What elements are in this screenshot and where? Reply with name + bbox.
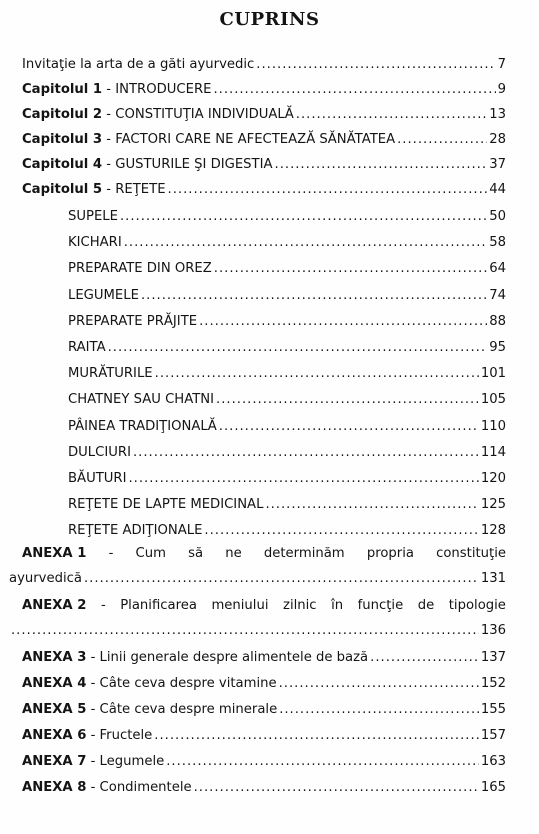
entry-page-number: 114 — [480, 444, 506, 460]
annex-title-word: Planificarea — [120, 598, 197, 613]
entry-chapter-number: Capitolul 5 — [22, 182, 103, 197]
leader-dots — [168, 182, 488, 197]
entry-label — [22, 754, 164, 769]
entry-label — [22, 82, 211, 97]
entry-label — [22, 702, 277, 717]
leader-dots — [155, 366, 479, 381]
annex-title-word: zilnic — [283, 598, 317, 613]
entry-page-number: 95 — [489, 340, 506, 355]
entry-page-number: 165 — [480, 780, 506, 795]
entry-label — [22, 650, 368, 665]
entry-label — [22, 780, 192, 795]
toc-annex-entry — [22, 676, 506, 696]
toc-subentry — [68, 523, 506, 543]
entry-label — [68, 288, 139, 303]
entry-title: - Câte ceva despre vitamine — [86, 676, 277, 691]
entry-label — [68, 419, 217, 434]
toc-subentry — [68, 392, 506, 412]
toc-annex-entry — [22, 780, 506, 800]
entry-page-number: 125 — [480, 497, 506, 513]
entry-page-number: 128 — [480, 523, 506, 539]
annex-title-word: meniului — [211, 598, 269, 613]
annex-1-line1 — [22, 546, 506, 561]
leader-dots — [154, 728, 479, 743]
entry-label — [22, 676, 277, 691]
leader-dots — [219, 419, 479, 434]
leader-dots — [397, 132, 487, 147]
entry-page-number: 157 — [480, 728, 506, 743]
entry-title: RAITA — [68, 340, 106, 355]
entry-chapter-number: Capitolul 3 — [22, 132, 103, 147]
entry-label — [22, 132, 395, 147]
leader-dots — [133, 445, 479, 460]
entry-label — [68, 392, 214, 407]
toc-entry — [22, 107, 506, 127]
entry-chapter-number: Capitolul 1 — [22, 82, 103, 97]
toc-entry — [22, 57, 506, 77]
leader-dots — [124, 235, 487, 250]
toc-subentry — [68, 235, 506, 255]
entry-label — [68, 340, 106, 355]
toc-subentry — [68, 445, 506, 465]
entry-page-number: 155 — [480, 702, 506, 717]
entry-chapter-number: ANEXA 4 — [22, 676, 87, 691]
leader-dots — [216, 392, 479, 407]
annex-title-word: de — [417, 598, 435, 613]
annex-title-word: determinăm — [263, 546, 345, 561]
leader-dots — [108, 340, 488, 355]
entry-title: - CONSTITUŢIA INDIVIDUALĂ — [102, 107, 294, 122]
entry-title: LEGUMELE — [68, 287, 139, 303]
toc-annex-entry — [22, 754, 506, 774]
leader-dots — [204, 523, 478, 538]
entry-page-number: 64 — [489, 261, 506, 277]
toc-subentry — [68, 314, 506, 334]
entry-title: PREPARATE PRĂJITE — [68, 313, 198, 329]
annex-title-word: - — [108, 546, 114, 561]
entry-page-number: 50 — [489, 209, 506, 224]
entry-page-number: 28 — [489, 132, 506, 147]
entry-page-number: 58 — [489, 235, 506, 251]
leader-dots — [275, 157, 488, 172]
leader-dots — [296, 107, 487, 122]
toc-entry — [22, 82, 506, 102]
toc-subentry — [68, 261, 506, 281]
entry-label — [22, 157, 273, 172]
toc-annex-entry — [22, 650, 506, 670]
toc-entry — [22, 157, 506, 177]
entry-page-number: 137 — [480, 650, 506, 665]
toc-subentry — [68, 209, 506, 229]
entry-page-number: 163 — [480, 754, 506, 769]
leader-dots — [11, 623, 479, 638]
entry-label — [68, 523, 202, 538]
entry-chapter-number: ANEXA 3 — [22, 650, 87, 665]
entry-label — [68, 497, 263, 512]
entry-label — [68, 261, 212, 276]
entry-label — [22, 182, 166, 197]
entry-title: CHATNEY SAU CHATNI — [68, 392, 215, 408]
leader-dots — [128, 471, 478, 486]
entry-chapter-number: ANEXA 8 — [22, 780, 87, 795]
entry-title: - GUSTURILE ŞI DIGESTIA — [102, 157, 273, 172]
entry-title: PREPARATE DIN OREZ — [68, 261, 212, 277]
entry-title: PÂINEA TRADIŢIONALĂ — [68, 418, 217, 434]
entry-title: REŢETE DE LAPTE MEDICINAL — [68, 497, 264, 513]
leader-dots — [370, 650, 479, 665]
toc-subentry — [68, 497, 506, 517]
entry-title: - Condimentele — [86, 780, 192, 795]
entry-title: BĂUTURI — [68, 471, 127, 486]
leader-dots — [214, 261, 487, 276]
leader-dots — [84, 571, 479, 586]
toc-annex-entry — [22, 702, 506, 722]
entry-page-number: 88 — [489, 313, 506, 329]
entry-page-number: 120 — [480, 471, 506, 486]
toc-subentry — [68, 340, 506, 360]
entry-title: - Fructele — [86, 728, 153, 743]
entry-title: - FACTORI CARE NE AFECTEAZĂ SĂNĂTATEA — [102, 132, 396, 147]
entry-title: MURĂTURILE — [68, 366, 153, 382]
annex-2-line1 — [22, 598, 506, 613]
entry-title: - REŢETE — [102, 182, 166, 197]
entry-page-number: 9 — [497, 82, 506, 97]
leader-dots — [265, 497, 478, 512]
entry-label — [68, 209, 118, 224]
annex-2-page: 136 — [480, 623, 506, 638]
leader-dots — [256, 57, 495, 72]
annex-title-word: propria — [366, 546, 414, 561]
entry-page-number: 13 — [489, 107, 506, 122]
annex-title-word: tipologie — [448, 598, 506, 613]
entry-label — [68, 471, 126, 486]
annex-2-label: ANEXA 2 — [22, 598, 87, 613]
toc-entry — [22, 182, 506, 202]
annex-1-continuation: ayurvedică — [9, 571, 82, 586]
toc-annex-entry — [22, 728, 506, 748]
entry-title: - Câte ceva despre minerale — [86, 702, 278, 717]
entry-chapter-number: ANEXA 6 — [22, 728, 87, 743]
entry-title: KICHARI — [68, 235, 122, 251]
leader-dots — [194, 780, 479, 795]
annex-title-word: ne — [225, 546, 242, 561]
entry-page-number: 7 — [497, 57, 506, 72]
entry-title: - Linii generale despre alimentele de bază — [86, 650, 369, 665]
leader-dots — [279, 676, 479, 691]
entry-title: SUPELE — [68, 209, 118, 224]
entry-page-number: 105 — [480, 392, 506, 408]
entry-label — [22, 728, 152, 743]
entry-chapter-number: ANEXA 5 — [22, 702, 87, 717]
leader-dots — [141, 288, 487, 303]
annex-title-word: Cum — [135, 546, 166, 561]
toc-entry — [22, 132, 506, 152]
entry-chapter-number: ANEXA 7 — [22, 754, 87, 769]
leader-dots — [213, 82, 495, 97]
annex-title-word: să — [188, 546, 204, 561]
entry-chapter-number: Capitolul 4 — [22, 157, 103, 172]
annex-2-line2 — [9, 623, 506, 643]
leader-dots — [166, 754, 479, 769]
entry-label — [68, 235, 122, 250]
entry-label — [68, 445, 131, 460]
toc-subentry — [68, 419, 506, 439]
annex-title-word: constituţie — [436, 546, 506, 561]
toc-subentry — [68, 288, 506, 308]
entry-label — [22, 107, 294, 122]
annex-1-label: ANEXA 1 — [22, 546, 87, 561]
entry-label — [22, 57, 254, 72]
entry-page-number: 152 — [480, 676, 506, 691]
entry-label — [68, 366, 153, 381]
annex-1-page: 131 — [480, 571, 506, 586]
annex-1-line2 — [9, 571, 506, 591]
entry-page-number: 101 — [480, 366, 506, 382]
annex-title-word: în — [331, 598, 344, 613]
entry-page-number: 44 — [489, 182, 506, 197]
page-title: CUPRINS — [219, 9, 320, 30]
toc-subentry — [68, 366, 506, 386]
entry-page-number: 110 — [480, 418, 506, 434]
annex-title-word: - — [100, 598, 106, 613]
entry-title: DULCIURI — [68, 444, 131, 460]
entry-page-number: 74 — [489, 287, 506, 303]
entry-title: - INTRODUCERE — [102, 82, 212, 97]
leader-dots — [120, 209, 487, 224]
entry-title: REŢETE ADIŢIONALE — [68, 523, 203, 539]
toc-subentry — [68, 471, 506, 491]
entry-chapter-number: Capitolul 2 — [22, 107, 103, 122]
entry-title: Invitaţie la arta de a găti ayurvedic — [22, 57, 255, 72]
leader-dots — [199, 314, 487, 329]
annex-title-word: funcţie — [357, 598, 404, 613]
entry-label — [68, 314, 197, 329]
leader-dots — [279, 702, 479, 717]
entry-page-number: 37 — [489, 157, 506, 172]
entry-title: - Legumele — [86, 754, 165, 769]
